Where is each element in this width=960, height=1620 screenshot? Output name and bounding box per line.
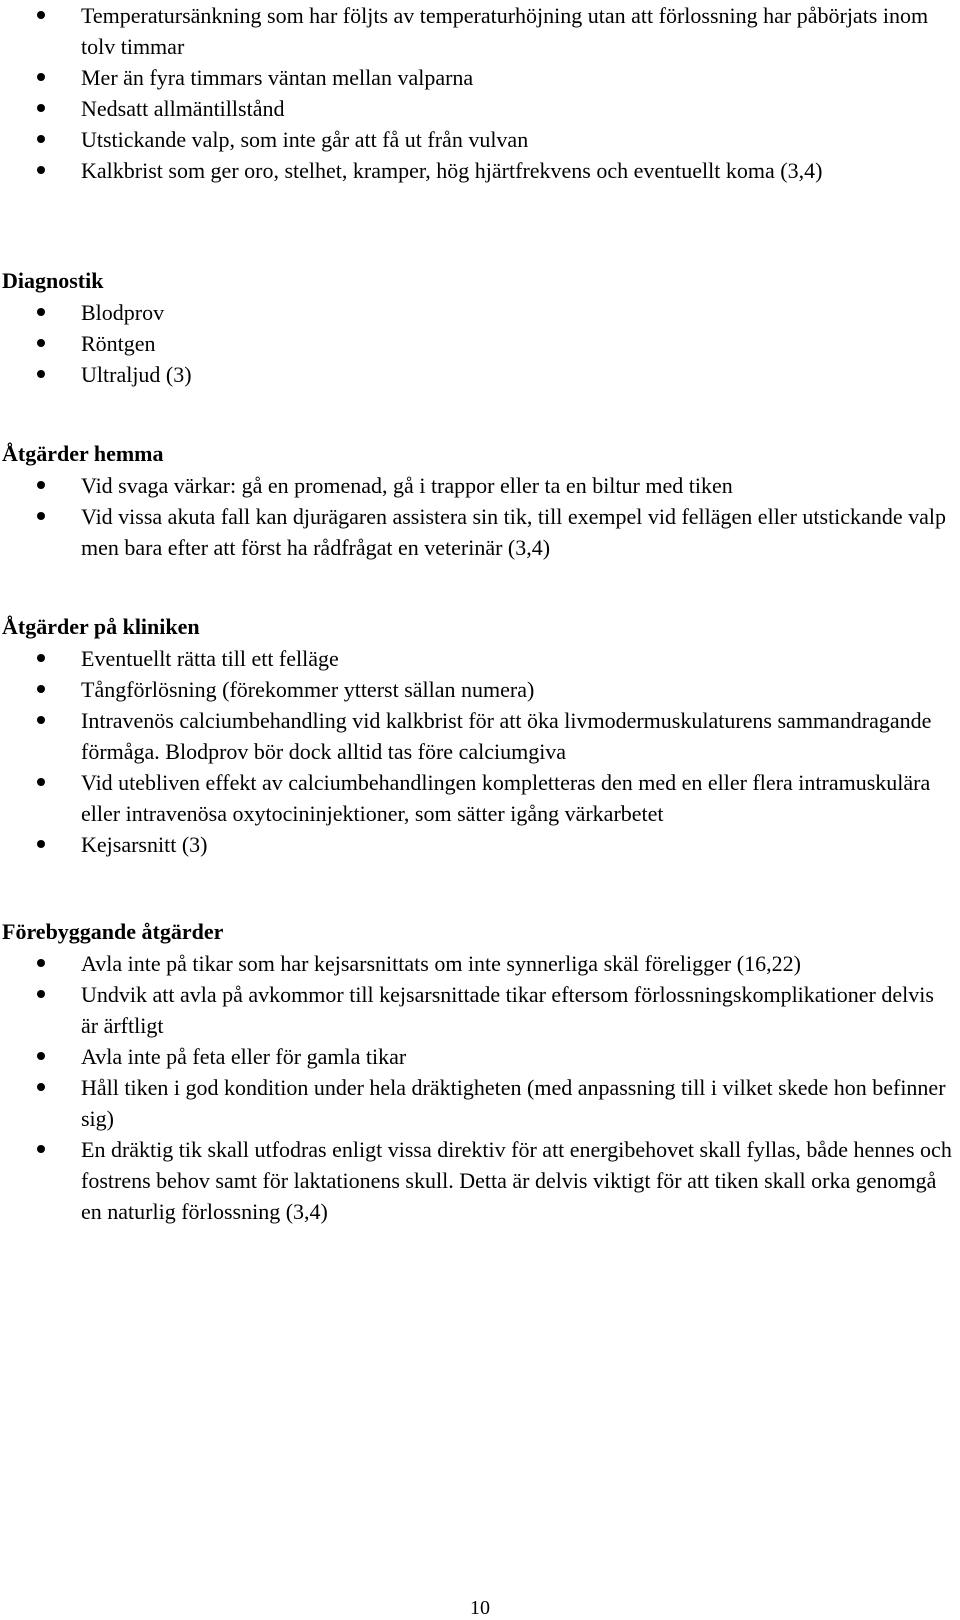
- diagnostik-list: [0, 297, 960, 390]
- bullet-icon: [37, 481, 45, 489]
- page-number: 10: [470, 1597, 490, 1619]
- bullet-icon: [37, 1145, 45, 1153]
- bullet-icon: [37, 135, 45, 143]
- symptom-list: [0, 0, 960, 186]
- list-item-text: Temperatursänkning som har följts av temperaturhöjning utan att förlossning har påbörjats inom tolv timmar: [81, 3, 929, 59]
- list-item-text: Undvik att avla på avkommor till kejsarsnittade tikar eftersom förlossningskomplikationer delvis är ärftligt: [81, 982, 934, 1038]
- atgarder-kliniken-list: [0, 643, 960, 860]
- forebyggande-list: [0, 948, 960, 1227]
- list-item-text: Kalkbrist som ger oro, stelhet, kramper, hög hjärtfrekvens och eventuellt koma (3,4): [81, 158, 823, 183]
- list-item: [0, 328, 960, 359]
- list-item: [0, 155, 960, 186]
- list-item-text: Röntgen: [81, 331, 156, 356]
- list-item: [0, 501, 960, 563]
- list-item: [0, 1134, 960, 1227]
- atgarder-hemma-list: [0, 470, 960, 563]
- list-item: [0, 1041, 960, 1072]
- list-item-text: Avla inte på feta eller för gamla tikar: [81, 1044, 407, 1069]
- bullet-icon: [37, 1052, 45, 1060]
- bullet-icon: [37, 716, 45, 724]
- bullet-icon: [37, 11, 45, 19]
- list-item-text: Håll tiken i god kondition under hela dräktigheten (med anpassning till i vilket skede hon befinner sig): [81, 1075, 946, 1131]
- bullet-icon: [37, 840, 45, 848]
- list-item-text: Vid svaga värkar: gå en promenad, gå i trappor eller ta en biltur med tiken: [81, 473, 733, 498]
- bullet-icon: [37, 339, 45, 347]
- list-item-text: Eventuellt rätta till ett felläge: [81, 646, 339, 671]
- bullet-icon: [37, 308, 45, 316]
- list-item: [0, 829, 960, 860]
- bullet-icon: [37, 512, 45, 520]
- list-item-text: Vid vissa akuta fall kan djurägaren assistera sin tik, till exempel vid fellägen eller utstickande valp men bara efter att först ha rådfrågat en veterinär (3,4): [81, 504, 946, 560]
- list-item-text: Vid utebliven effekt av calciumbehandlingen kompletteras den med en eller flera intramuskulära eller intravenösa oxytocininjektioner, som sätter igång värkarbetet: [81, 770, 931, 826]
- list-item: [0, 359, 960, 390]
- list-item-text: Tångförlösning (förekommer ytterst sällan numera): [81, 677, 535, 702]
- list-item-text: Intravenös calciumbehandling vid kalkbrist för att öka livmodermuskulaturens sammandragande förmåga. Blodprov bör dock alltid tas före calciumgiva: [81, 708, 932, 764]
- bullet-icon: [37, 654, 45, 662]
- list-item-text: Avla inte på tikar som har kejsarsnittats om inte synnerliga skäl föreligger (16,22): [81, 951, 801, 976]
- list-item: [0, 470, 960, 501]
- list-item-text: Ultraljud (3): [81, 362, 192, 387]
- bullet-icon: [37, 73, 45, 81]
- list-item: [0, 705, 960, 767]
- list-item-text: Blodprov: [81, 300, 165, 325]
- bullet-icon: [37, 778, 45, 786]
- list-item-text: Mer än fyra timmars väntan mellan valparna: [81, 65, 474, 90]
- list-item: [0, 767, 960, 829]
- list-item: [0, 124, 960, 155]
- list-item: [0, 948, 960, 979]
- list-item: [0, 297, 960, 328]
- list-item: [0, 0, 960, 62]
- list-item: [0, 674, 960, 705]
- list-item-text: En dräktig tik skall utfodras enligt vissa direktiv för att energibehovet skall fyllas, både hennes och fostrens behov samt för laktationens skull. Detta är delvis viktigt för att tiken skall orka genomgå en naturlig förlossning (3,4): [81, 1137, 952, 1224]
- bullet-icon: [37, 370, 45, 378]
- bullet-icon: [37, 959, 45, 967]
- list-item: [0, 643, 960, 674]
- section-heading-forebyggande-atgarder: Förebyggande åtgärder: [2, 919, 224, 944]
- section-heading-diagnostik: Diagnostik: [2, 268, 104, 293]
- list-item: [0, 1072, 960, 1134]
- list-item-text: Kejsarsnitt (3): [81, 832, 208, 857]
- bullet-icon: [37, 685, 45, 693]
- section-heading-atgarder-pa-kliniken: Åtgärder på kliniken: [2, 614, 200, 639]
- list-item: [0, 62, 960, 93]
- bullet-icon: [37, 1083, 45, 1091]
- list-item: [0, 93, 960, 124]
- bullet-icon: [37, 104, 45, 112]
- section-heading-atgarder-hemma: Åtgärder hemma: [2, 441, 164, 466]
- list-item-text: Nedsatt allmäntillstånd: [81, 96, 285, 121]
- bullet-icon: [37, 990, 45, 998]
- list-item: [0, 979, 960, 1041]
- list-item-text: Utstickande valp, som inte går att få ut från vulvan: [81, 127, 529, 152]
- bullet-icon: [37, 166, 45, 174]
